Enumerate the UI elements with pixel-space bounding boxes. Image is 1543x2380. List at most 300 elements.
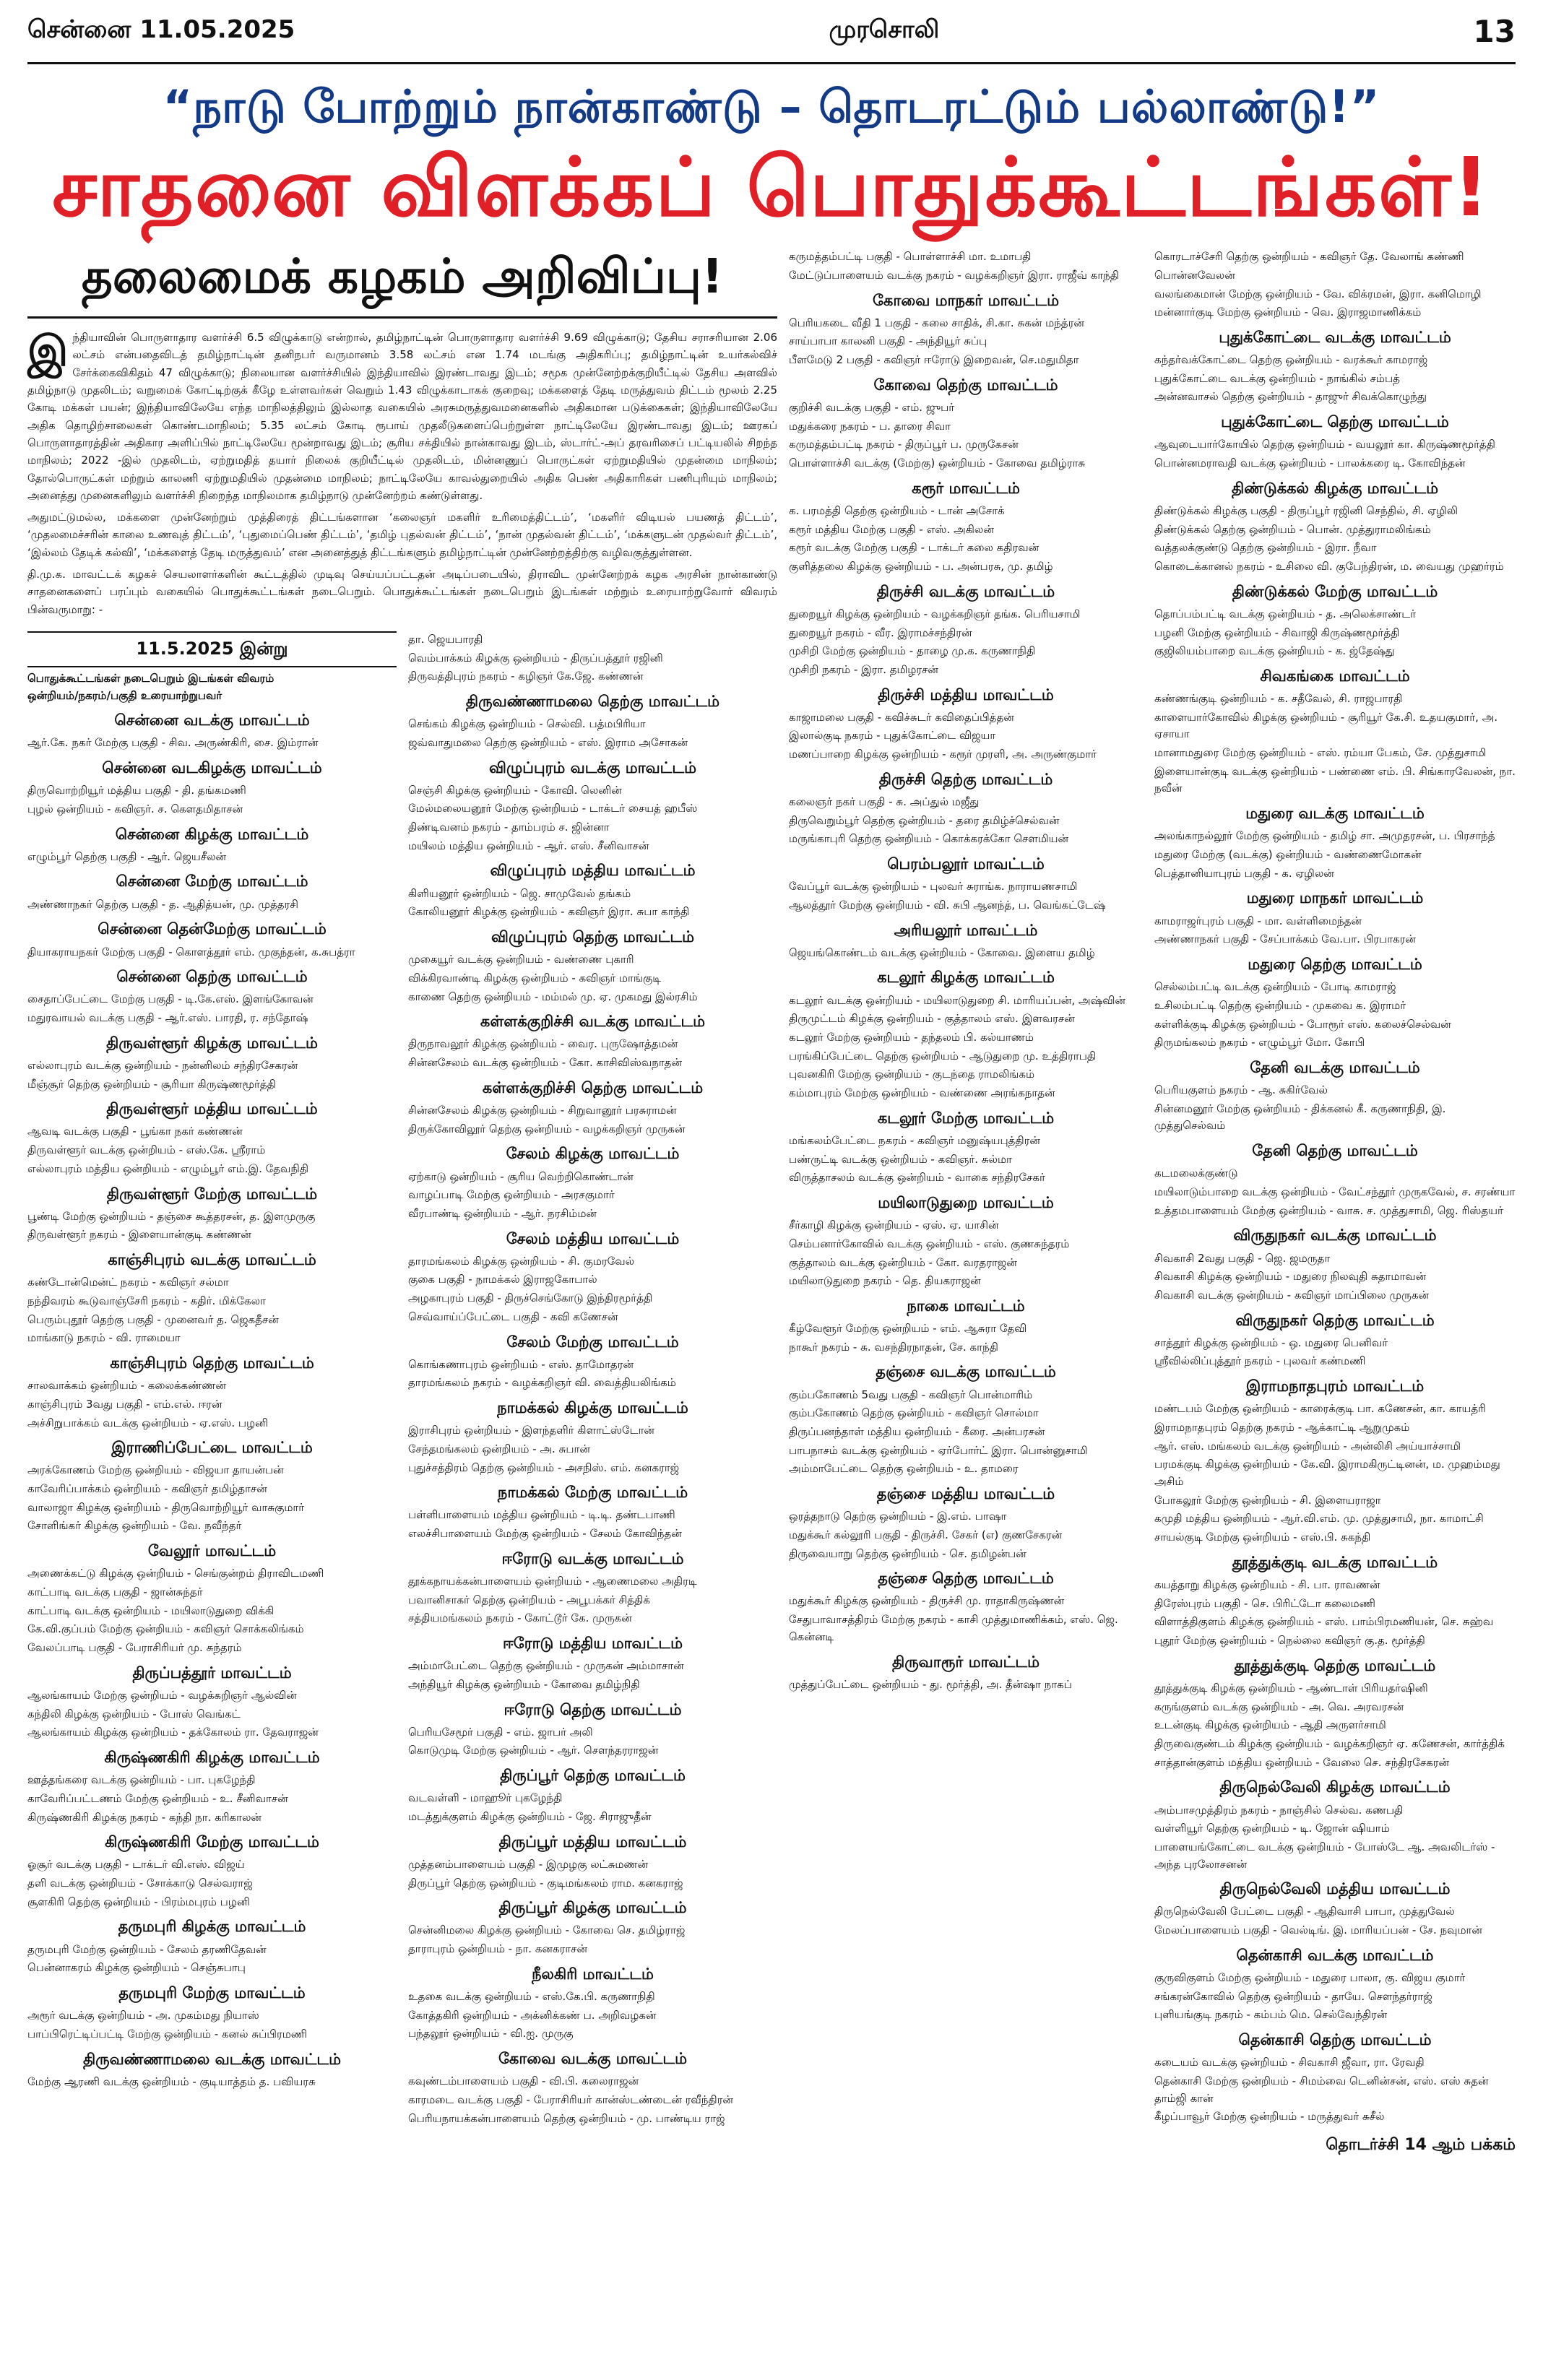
meeting-entry: திண்டுக்கல் தெற்கு ஒன்றியம் - பொன். முத்துராமலிங்கம் bbox=[1154, 522, 1431, 536]
meeting-entry: புழல் ஒன்றியம் - கவிஞர். ச. கௌதமிதாசன் bbox=[27, 802, 243, 815]
meeting-entry: திருவொற்றியூர் மத்திய பகுதி - தி. தங்கமணி bbox=[27, 784, 246, 797]
meeting-entry: வடவள்ளி - மாஹூர் புகழேந்தி bbox=[408, 1791, 563, 1805]
slogan: “நாடு போற்றும் நான்காண்டு – தொடரட்டும் பல்லாண்டு!” bbox=[163, 80, 1380, 133]
meeting-entry: புதுச்சத்திரம் தெற்கு ஒன்றியம் - அசநிஸ். எம். கனகராஜ் bbox=[408, 1461, 680, 1474]
meeting-entry: பரமக்குடி கிழக்கு ஒன்றியம் - கே.வி. இராமகிருட்டினன், ம. முஹம்மது அசிம் bbox=[1154, 1458, 1500, 1489]
meeting-entry: தூத்துக்குடி கிழக்கு ஒன்றியம் - ஆண்டாள் பிரியதர்ஷினி bbox=[1154, 1681, 1428, 1695]
district-heading: திருச்சி தெற்கு மாவட்டம் bbox=[878, 770, 1053, 788]
meeting-entry: கடமலைக்குண்டு bbox=[1154, 1167, 1238, 1180]
meeting-entry: கந்தர்வக்கோட்டை தெற்கு ஒன்றியம் - வரக்கூர் காமராஜ் bbox=[1154, 353, 1428, 367]
meeting-entry: பழனி மேற்கு ஒன்றியம் - சிவாஜி கிருஷ்ணமூர்த்தி bbox=[1154, 626, 1400, 639]
district-heading: நீலகிரி மாவட்டம் bbox=[532, 1965, 654, 1983]
listing-column-4 bbox=[1154, 248, 1516, 2158]
announcement-paragraph: தி.மு.க. மாவட்டக் கழகச் செயலாளர்களின் கூட்டத்தில் முடிவு செய்யப்பட்டதன் அடிப்படையில், திராவிட முன்னேற்றக் கழக அரசின் நான்காண்டு சாதனைகளைப் பரப்பும் வகையில் பொதுக்கூட்டங்கள் நடைபெறும். பொதுக்கூட்டங்கள் நடைபெறும் இடங்கள் மற்றும் உரையாற்றுவோர் விவரம் பின்வருமாறு: - bbox=[27, 568, 777, 616]
meeting-entry: பொன்னவேலன் bbox=[1154, 268, 1235, 282]
meeting-entry: மங்கலம்பேட்டை நகரம் - கவிஞர் மனுஷ்யபுத்திரன் bbox=[789, 1133, 1040, 1147]
meeting-entry: கள்ளிக்குடி கிழக்கு ஒன்றியம் - போரூர் எஸ். கலைச்செல்வன் bbox=[1154, 1017, 1451, 1031]
meeting-entry: மயிலம் மத்திய ஒன்றியம் - ஆர். எஸ். சீனிவாசன் bbox=[408, 839, 649, 852]
lead-section bbox=[27, 248, 777, 2158]
meeting-entry: அண்ணாநகர் பகுதி - சேப்பாக்கம் வே.பா. பிரபாகரன் bbox=[1154, 932, 1416, 946]
meeting-entry: திண்டுக்கல் கிழக்கு பகுதி - திருப்பூர் ரஜினி செந்தில், சி. ஏழிலி bbox=[1154, 503, 1458, 517]
meeting-entry: சேதுபாவாசத்திரம் மேற்கு நகரம் - காசி முத்துமாணிக்கம், எஸ். ஜெ. கென்னடி bbox=[789, 1613, 1118, 1643]
district-heading: திருவள்ளூர் மத்திய மாவட்டம் bbox=[106, 1100, 318, 1118]
district-heading: தேனி தெற்கு மாவட்டம் bbox=[1252, 1142, 1418, 1160]
meeting-entry: ஒரத்தநாடு தெற்கு ஒன்றியம் - இ.எம். பாஷா bbox=[789, 1510, 1007, 1523]
meeting-entry: புளியங்குடி நகரம் - கம்பம் மெ. செல்வேந்திரன் bbox=[1154, 2008, 1388, 2022]
district-heading: ஈரோடு தெற்கு மாவட்டம் bbox=[503, 1700, 682, 1718]
district-heading: விருதுநகர் தெற்கு மாவட்டம் bbox=[1235, 1311, 1435, 1329]
meeting-entry: அலங்காநல்லூர் மேற்கு ஒன்றியம் - தமிழ் சா. அமுதரசன், ப. பிரசாந்த் bbox=[1154, 829, 1495, 843]
district-heading: மதுரை தெற்கு மாவட்டம் bbox=[1248, 955, 1422, 973]
meeting-entry: ஆவுடையார்கோயில் தெற்கு ஒன்றியம் - வயலூர் கா. கிருஷ்ணமூர்த்தி bbox=[1154, 438, 1495, 451]
meeting-entry: ஆர்.கே. நகர் மேற்கு பகுதி - சிவ. அருண்கிரி, சை. இம்ரான் bbox=[27, 736, 319, 750]
meeting-entry: திருப்பனந்தாள் மத்திய ஒன்றியம் - கீரை. அன்பரசன் bbox=[789, 1424, 1045, 1438]
meeting-entry: ஆர். எஸ். மங்கலம் வடக்கு ஒன்றியம் - அன்லிசி அய்யாச்சாமி bbox=[1154, 1439, 1461, 1453]
district-heading: காஞ்சிபுரம் தெற்கு மாவட்டம் bbox=[110, 1354, 314, 1372]
meeting-entry: வத்தலக்குண்டு தெற்கு ஒன்றியம் - இரா. நீவா bbox=[1154, 541, 1377, 555]
district-heading: நாமக்கல் கிழக்கு மாவட்டம் bbox=[497, 1399, 688, 1417]
meeting-entry: பாப்பிரெட்டிப்பட்டி மேற்கு ஒன்றியம் - கனல் சுப்பிரமணி bbox=[27, 2027, 308, 2041]
district-heading: ஈரோடு வடக்கு மாவட்டம் bbox=[501, 1549, 684, 1567]
content-columns bbox=[27, 248, 1516, 2158]
meeting-entry: கீழப்பாவூர் மேற்கு ஒன்றியம் - மருத்துவர் சுசீல் bbox=[1154, 2110, 1385, 2124]
district-heading: அரியலூர் மாவட்டம் bbox=[894, 921, 1038, 939]
meeting-entry: வெம்பாக்கம் கிழக்கு ஒன்றியம் - திருப்பத்தூர் ரஜினி bbox=[408, 651, 663, 665]
district-heading: இராணிப்பேட்டை மாவட்டம் bbox=[111, 1439, 313, 1457]
listing-column-1 bbox=[27, 631, 397, 2129]
district-heading: திண்டுக்கல் கிழக்கு மாவட்டம் bbox=[1232, 479, 1438, 497]
meeting-entry: கம்மாபுரம் மேற்கு ஒன்றியம் - வண்ணை அரங்கநாதன் bbox=[789, 1086, 1055, 1100]
district-heading: கோவை தெற்கு மாவட்டம் bbox=[873, 376, 1058, 394]
meeting-entry: மாங்காடு நகரம் - வி. ராமையா bbox=[27, 1331, 181, 1345]
district-heading: விழுப்புரம் தெற்கு மாவட்டம் bbox=[490, 928, 695, 946]
meeting-entry: பரங்கிப்பேட்டை தெற்கு ஒன்றியம் - ஆடுதுறை மு. உத்திராபதி bbox=[789, 1049, 1097, 1063]
meeting-entry: இளையான்குடி வடக்கு ஒன்றியம் - பண்ணை எம். பி. சிங்காரவேலன், நா. நவீன் bbox=[1154, 764, 1516, 795]
meeting-entry: வேலப்பாடி பகுதி - பேராசிரியர் மு. சுந்தரம் bbox=[27, 1641, 242, 1655]
meeting-entry: மதுக்கூர் கிழக்கு ஒன்றியம் - திருச்சி மு. ராதாகிருஷ்ணன் bbox=[789, 1594, 1065, 1608]
meeting-entry: பெரியகடை வீதி 1 பகுதி - கலை சாதிக், சி.கா. சுகன் மந்த்ரன் bbox=[789, 316, 1084, 329]
meeting-entry: சிவகாசி வடக்கு ஒன்றியம் - கவிஞர் மாப்பிலை முருகன் bbox=[1154, 1288, 1430, 1302]
meeting-entry: கரூர் மத்திய மேற்கு பகுதி - எஸ். அகிலன் bbox=[789, 522, 994, 536]
meeting-entry: மதுரை மேற்கு (வடக்கு) ஒன்றியம் - வண்ணைமோகன் bbox=[1154, 848, 1422, 862]
meeting-entry: அச்சிறுபாக்கம் வடக்கு ஒன்றியம் - ஏ.எஸ். பழனி bbox=[27, 1416, 269, 1429]
district-list bbox=[408, 631, 777, 2127]
meeting-entry: ஜவ்வாதுமலை தெற்கு ஒன்றியம் - எஸ். இராம அசோகன் bbox=[408, 735, 688, 749]
district-heading: பெரம்பலூர் மாவட்டம் bbox=[887, 855, 1045, 873]
meeting-entry: உதகை வடக்கு ஒன்றியம் - எஸ்.கே.பி. கருணாநிதி bbox=[408, 1989, 655, 2003]
meeting-entry: திருமுட்டம் கிழக்கு ஒன்றியம் - குத்தாலம் எஸ். இளவரசன் bbox=[789, 1012, 1075, 1026]
today-heading: 11.5.2025 இன்று bbox=[27, 631, 397, 667]
district-heading: விழுப்புரம் வடக்கு மாவட்டம் bbox=[488, 758, 697, 776]
meeting-entry: கோத்தகிரி ஒன்றியம் - அக்னிக்கண் ப. அறிவழகன் bbox=[408, 2008, 657, 2022]
meeting-entry: முத்தனம்பாளையம் பகுதி - இமுழகு லட்சுமணன் bbox=[408, 1857, 649, 1871]
meeting-entry: சூளகிரி தெற்கு ஒன்றியம் - பிரம்மபுரம் பழனி bbox=[27, 1895, 250, 1908]
meeting-entry: சாலவாக்கம் ஒன்றியம் - கலைக்கண்ணன் bbox=[27, 1379, 226, 1393]
district-heading: மதுரை மாநகர் மாவட்டம் bbox=[1246, 889, 1424, 907]
meeting-entry: சேந்தமங்கலம் ஒன்றியம் - அ. சுபான் bbox=[408, 1442, 590, 1455]
district-heading: தேனி வடக்கு மாவட்டம் bbox=[1250, 1058, 1420, 1076]
district-heading: சென்னை வடக்கு மாவட்டம் bbox=[114, 711, 310, 730]
district-heading: சென்னை கிழக்கு மாவட்டம் bbox=[115, 825, 309, 843]
meeting-entry: செவ்வாய்ப்பேட்டை பகுதி - கவி கணேசன் bbox=[408, 1310, 618, 1323]
page-number: 13 bbox=[1473, 13, 1516, 49]
meeting-entry: திருமங்கலம் நகரம் - எழும்பூர் மோ. கோபி bbox=[1154, 1036, 1365, 1050]
meeting-entry: காட்பாடி வடக்கு பகுதி - ஜான்சுந்தர் bbox=[27, 1585, 203, 1599]
meeting-entry: பவானிசாகர் தெற்கு ஒன்றியம் - அபூபக்கர் சித்திக் bbox=[408, 1593, 650, 1606]
meeting-entry: துறையூர் கிழக்கு ஒன்றியம் - வழக்கறிஞர் தங்க. பெரியசாமி bbox=[789, 607, 1081, 620]
meeting-entry: முசிறி மேற்கு ஒன்றியம் - தாழை மு.க. கருணாநிதி bbox=[789, 644, 1036, 658]
meeting-entry: மன்னார்குடி மேற்கு ஒன்றியம் - வெ. இராஜமாணிக்கம் bbox=[1154, 306, 1422, 319]
meeting-entry: திருப்பூர் தெற்கு ஒன்றியம் - குடிமங்கலம் ராம. கனகராஜ் bbox=[408, 1876, 683, 1890]
district-heading: சென்னை மேற்கு மாவட்டம் bbox=[116, 873, 308, 891]
meeting-entry: கொங்கணாபுரம் ஒன்றியம் - எஸ். தாமோதரன் bbox=[408, 1357, 634, 1371]
district-heading: கள்ளக்குறிச்சி தெற்கு மாவட்டம் bbox=[482, 1078, 704, 1096]
district-heading: தஞ்சை தெற்கு மாவட்டம் bbox=[878, 1570, 1054, 1588]
meeting-entry: திருநாவலூர் கிழக்கு ஒன்றியம் - வைர. புருஷோத்தமன் bbox=[408, 1037, 678, 1051]
meeting-entry: கொடைக்கானல் நகரம் - உசிலை வி. குபேந்திரன், ம. வையது முஹர்ரம் bbox=[1154, 559, 1504, 573]
meeting-entry: அணைக்கட்டு கிழக்கு ஒன்றியம் - செங்குன்றம் திராவிடமணி bbox=[27, 1567, 324, 1580]
announcement-body bbox=[27, 326, 777, 618]
district-heading: சேலம் மத்திய மாவட்டம் bbox=[506, 1229, 680, 1247]
meeting-entry: காணை தெற்கு ஒன்றியம் - மம்மல் மு. ஏ. முகமது இல்ரசிம் bbox=[408, 990, 698, 1003]
district-heading: திருப்பூர் தெற்கு மாவட்டம் bbox=[500, 1767, 686, 1785]
meeting-entry: சென்னிமலை கிழக்கு ஒன்றியம் - கோவை செ. தமிழ்ராஜ் bbox=[408, 1924, 686, 1937]
meeting-entry: திருவெறும்பூர் தெற்கு ஒன்றியம் - தரை தமிழ்ச்செல்வன் bbox=[789, 813, 1060, 827]
district-heading: கிருஷ்ணகிரி கிழக்கு மாவட்டம் bbox=[104, 1749, 320, 1766]
meeting-entry: காட்பாடி வடக்கு ஒன்றியம் - மயிலாடுதுறை விக்கி bbox=[27, 1604, 275, 1617]
meeting-entry: சின்னசேலம் வடக்கு ஒன்றியம் - கோ. காசிவிஸ்வநாதன் bbox=[408, 1056, 682, 1070]
district-heading: திருவள்ளூர் கிழக்கு மாவட்டம் bbox=[106, 1034, 318, 1052]
district-list bbox=[1154, 248, 1516, 2126]
meeting-entry: காஜாமலை பகுதி - கவிச்சுடர் கவிதைப்பித்தன் bbox=[789, 710, 1014, 724]
meeting-entry: புதூர் மேற்கு ஒன்றியம் - நெல்லை கவிஞர் கு.த. மூர்த்தி bbox=[1154, 1634, 1425, 1648]
meeting-entry: திருவத்திபுரம் நகரம் - கழிஞர் கே.ஜே. கண்ணன் bbox=[408, 670, 644, 683]
issue-date: சென்னை 11.05.2025 bbox=[27, 15, 295, 44]
meeting-entry: கமுதி மத்திய ஒன்றியம் - ஆர்.வி.எம். மு. முத்துசாமி, நா. காமாட்சி bbox=[1154, 1512, 1484, 1526]
meeting-entry: சாத்தான்குளம் மத்திய ஒன்றியம் - வேலை செ. சந்திரசேகரன் bbox=[1154, 1755, 1450, 1769]
district-heading: காஞ்சிபுரம் வடக்கு மாவட்டம் bbox=[108, 1251, 316, 1269]
meeting-entry: ஆவடி வடக்கு பகுதி - பூங்கா நகர் கண்ணன் bbox=[27, 1125, 243, 1138]
meeting-entry: திருவையாறு தெற்கு ஒன்றியம் - செ. தமிழன்பன் bbox=[789, 1546, 1026, 1560]
meeting-entry: எல்லாபுரம் வடக்கு ஒன்றியம் - நன்னிலம் சந்திரசேகரன் bbox=[27, 1058, 298, 1072]
district-heading: வேலூர் மாவட்டம் bbox=[147, 1542, 277, 1560]
district-heading: திருச்சி வடக்கு மாவட்டம் bbox=[876, 582, 1055, 600]
meeting-entry: குகை பகுதி - நாமக்கல் இராஜகோபால் bbox=[408, 1273, 597, 1286]
meeting-entry: சைதாப்பேட்டை மேற்கு பகுதி - டி.கே.எஸ். இளங்கோவன் bbox=[27, 992, 314, 1006]
meeting-entry: கடையம் வடக்கு ஒன்றியம் - சிவகாசி ஜீவா, ரா. ரேவதி bbox=[1154, 2056, 1425, 2069]
district-heading: திண்டுக்கல் மேற்கு மாவட்டம் bbox=[1232, 582, 1438, 600]
meeting-entry: உசிலம்பட்டி தெற்கு ஒன்றியம் - முகவை க. இராமர் bbox=[1154, 998, 1406, 1012]
meeting-entry: பாளையங்கோட்டை வடக்கு ஒன்றியம் - போஸ்டே ஆ. அவலிடர்ஸ் - அந்த புரலோசனன் bbox=[1154, 1840, 1495, 1871]
meeting-entry: அம்மாபேட்டை தெற்கு ஒன்றியம் - முருகன் அம்மாசான் bbox=[408, 1659, 684, 1673]
meeting-entry: வலங்கைமான் மேற்கு ஒன்றியம் - வே. விக்ரமன், இரா. கனிமொழி bbox=[1154, 287, 1482, 300]
meeting-entry: கீழ்வேளூர் மேற்கு ஒன்றியம் - எம். ஆசுரா தேவி bbox=[789, 1322, 1027, 1336]
district-heading: நாமக்கல் மேற்கு மாவட்டம் bbox=[497, 1484, 688, 1502]
meeting-entry: தளி வடக்கு ஒன்றியம் - சோக்காடு செல்வராஜ் bbox=[27, 1877, 253, 1890]
meeting-entry: பெரியகுளம் நகரம் - ஆ. சுகிர்வேல் bbox=[1154, 1083, 1328, 1097]
listing-column-3 bbox=[789, 248, 1143, 2158]
district-heading: புதுக்கோட்டை தெற்கு மாவட்டம் bbox=[1221, 413, 1449, 431]
meeting-entry: பீளமேடு 2 பகுதி - கவிஞர் ஈரோடு இறைவன், செ.மதுமிதா bbox=[789, 353, 1079, 367]
meeting-entry: திருக்கோவிலூர் தெற்கு ஒன்றியம் - வழக்கறிஞர் முருகன் bbox=[408, 1122, 686, 1135]
district-heading: சென்னை தென்மேற்கு மாவட்டம் bbox=[98, 920, 327, 938]
meeting-entry: சங்கரன்கோவில் தெற்கு ஒன்றியம் - தாயே. சௌந்தர்ராஜ் bbox=[1154, 1989, 1432, 2003]
meeting-entry: அன்னவாசல் தெற்கு ஒன்றியம் - தாஜுர் சிவக்கொழுந்து bbox=[1154, 390, 1427, 404]
meeting-entry: மேலப்பாளையம் பகுதி - வெல்டிங். இ. மாரியப்பன் - சே. நவுமான் bbox=[1154, 1924, 1482, 1937]
meeting-entry: மதுக்கூர் கல்லூரி பகுதி - திருச்சி. சேகர் (எ) குணசேகரன் bbox=[789, 1528, 1063, 1541]
meeting-entry: குத்தாலம் வடக்கு ஒன்றியம் - கோ. வரதராஜன் bbox=[789, 1255, 1017, 1269]
district-heading: தென்காசி தெற்கு மாவட்டம் bbox=[1238, 2031, 1432, 2049]
meeting-entry: பந்தலூர் ஒன்றியம் - வி.ஐ. முருகு bbox=[408, 2027, 574, 2041]
meeting-entry: அரூர் வடக்கு ஒன்றியம் - அ. முகம்மது நியாஸ் bbox=[27, 2009, 259, 2022]
meeting-entry: ஏற்காடு ஒன்றியம் - சூரிய வெற்றிகொண்டான் bbox=[408, 1169, 634, 1183]
meeting-entry: பெரியசேமூர் பகுதி - எம். ஜாபர் அலி bbox=[408, 1725, 593, 1739]
meeting-entry: தொப்பம்பட்டி வடக்கு ஒன்றியம் - த. அலெக்சாண்டர் bbox=[1154, 607, 1416, 620]
district-heading: விருதுநகர் வடக்கு மாவட்டம் bbox=[1233, 1226, 1437, 1245]
meeting-entry: கயத்தாறு கிழக்கு ஒன்றியம் - சி. பா. ராவணன் bbox=[1154, 1578, 1380, 1591]
meeting-entry: ஜெயங்கொண்டம் வடக்கு ஒன்றியம் - கோவை. இளைய தமிழ் bbox=[789, 945, 1095, 959]
meeting-entry: முகையூர் வடக்கு ஒன்றியம் - வண்ணை புகாரி bbox=[408, 953, 634, 966]
meeting-entry: கண்ணங்குடி ஒன்றியம் - க. சதீவேல், சி. ராஜபாரதி bbox=[1154, 692, 1403, 706]
meeting-entry: சின்னசேலம் கிழக்கு ஒன்றியம் - சிறுவானூர் பரசுராமன் bbox=[408, 1103, 677, 1117]
listing-columns bbox=[27, 631, 777, 2129]
meeting-entry: பென்னாகரம் கிழக்கு ஒன்றியம் - செஞ்சுபாபு bbox=[27, 1961, 246, 1975]
meeting-entry: பூண்டி மேற்கு ஒன்றியம் - தஞ்சை கூத்தரசன், த. இளமுருகு bbox=[27, 1209, 316, 1223]
district-list bbox=[789, 248, 1143, 1693]
district-heading: திருநெல்வேலி மத்திய மாவட்டம் bbox=[1219, 1880, 1451, 1898]
meeting-entry: வேப்பூர் வடக்கு ஒன்றியம் - புலவர் சுராங்க. நாராயணசாமி bbox=[789, 880, 1078, 893]
district-heading: திருநெல்வேலி கிழக்கு மாவட்டம் bbox=[1219, 1778, 1451, 1796]
meeting-entry: கடலூர் மேற்கு ஒன்றியம் - தந்தலம் பி. கல்யாணம் bbox=[789, 1030, 1034, 1044]
meeting-entry: மேற்கு ஆரணி வடக்கு ஒன்றியம் - குடியாத்தம் த. பவியரசு bbox=[27, 2074, 316, 2088]
meeting-entry: ஓசூர் வடக்கு பகுதி - டாக்டர் வி.எஸ். விஜய் bbox=[27, 1858, 245, 1871]
meeting-entry: தருமபுரி மேற்கு ஒன்றியம் - சேலம் தரணிதேவன் bbox=[27, 1942, 267, 1956]
district-heading: நாகை மாவட்டம் bbox=[907, 1297, 1025, 1315]
meeting-entry: கும்பகோணம் 5வது பகுதி - கவிஞர் பொன்மாரிம் bbox=[789, 1388, 1033, 1401]
meeting-entry: குறிச்சி வடக்கு பகுதி - எம். ஜுபர் bbox=[789, 400, 955, 414]
meeting-entry: சீர்காழி கிழக்கு ஒன்றியம் - ஏஸ். ஏ. யாசின் bbox=[789, 1219, 999, 1232]
meeting-entry: விளாத்திகுளம் கிழக்கு ஒன்றியம் - எஸ். பாம்பிரமணியன், செ. சுஹ்வ bbox=[1154, 1615, 1494, 1629]
meeting-entry: பாபநாசம் வடக்கு ஒன்றியம் - ஏர்போர்ட் இரா. பொன்னுசாமி bbox=[789, 1443, 1088, 1457]
meeting-entry: குஜிலியம்பாறை வடக்கு ஒன்றியம் - க. ஜ்தேஷ்து bbox=[1154, 644, 1395, 658]
meeting-entry: ஊத்தங்கரை வடக்கு ஒன்றியம் - பா. புகழேந்தி bbox=[27, 1773, 256, 1787]
meeting-entry: கருமத்தம்பட்டி பகுதி - பொள்ளாச்சி மா. உமாபதி bbox=[789, 250, 1032, 264]
table-header: பொதுக்கூட்டங்கள் நடைபெறும் இடங்கள் விவரம் ஒன்றியம்/நகரம்/பகுதி உரையாற்றுபவர் bbox=[27, 671, 275, 702]
district-heading: இராமநாதபுரம் மாவட்டம் bbox=[1245, 1377, 1425, 1395]
district-heading: திருப்பத்தூர் மாவட்டம் bbox=[132, 1663, 292, 1682]
district-heading: தூத்துக்குடி வடக்கு மாவட்டம் bbox=[1232, 1553, 1438, 1571]
meeting-entry: காவேரிப்பாக்கம் ஒன்றியம் - கவிஞர் தமிழ்தாசன் bbox=[27, 1482, 267, 1496]
meeting-entry: கந்திலி கிழக்கு ஒன்றியம் - போஸ் வெங்கட் bbox=[27, 1707, 241, 1721]
meeting-entry: தாரமங்கலம் கிழக்கு ஒன்றியம் - சி. குமரவேல் bbox=[408, 1254, 635, 1268]
district-heading: விழுப்புரம் மத்திய மாவட்டம் bbox=[490, 862, 696, 880]
meeting-entry: வீரபாண்டி ஒன்றியம் - ஆர். நரசிம்மன் bbox=[408, 1206, 597, 1220]
meeting-entry: துறையூர் நகரம் - வீர. இராமச்சந்திரன் bbox=[789, 626, 972, 639]
meeting-entry: கும்பகோணம் தெற்கு ஒன்றியம் - கவிஞர் சொல்மா bbox=[789, 1406, 1039, 1420]
meeting-entry: மேல்மலையனூர் மேற்கு ஒன்றியம் - டாக்டர் சையத் ஹபீஸ் bbox=[408, 802, 698, 815]
meeting-entry: இலால்குடி நகரம் - புதுக்கோட்டை விஜயா bbox=[789, 729, 996, 743]
meeting-entry: மண்டபம் மேற்கு ஒன்றியம் - காரைக்குடி பா. கணேசன், கா. காயத்ரி bbox=[1154, 1402, 1486, 1416]
meeting-entry: இராசிபுரம் ஒன்றியம் - இளந்தளிர் கிளாட்ஸ்டோன் bbox=[408, 1424, 654, 1437]
meeting-entry: கடலூர் வடக்கு ஒன்றியம் - மயிலாடுதுறை சி. மாரியப்பன், அஷ்வின் bbox=[789, 993, 1125, 1007]
district-heading: தூத்துக்குடி தெற்கு மாவட்டம் bbox=[1234, 1656, 1436, 1674]
district-heading: தஞ்சை மத்திய மாவட்டம் bbox=[876, 1485, 1055, 1503]
meeting-entry: சிவகாசி 2வது பகுதி - ஜெ. ஜமருதா bbox=[1154, 1251, 1331, 1265]
district-heading: திருவாரூர் மாவட்டம் bbox=[891, 1653, 1040, 1671]
meeting-entry: எல்லாபுரம் மத்திய ஒன்றியம் - எழும்பூர் எம்.இ. தேவநிதி bbox=[27, 1161, 309, 1175]
meeting-entry: உடன்குடி கிழக்கு ஒன்றியம் - ஆதி அருளர்சாமி bbox=[1154, 1718, 1386, 1732]
meeting-entry: செம்பனார்கோவில் வடக்கு ஒன்றியம் - எஸ். குணசுந்தரம் bbox=[789, 1237, 1070, 1250]
meeting-entry: பொள்ளாச்சி வடக்கு (மேற்கு) ஒன்றியம் - கோவை தமிழ்ராசு bbox=[789, 456, 1086, 470]
meeting-entry: திரேஸ்புரம் பகுதி - செ. பிரிட்டோ கலைமணி bbox=[1154, 1596, 1375, 1610]
district-heading: கள்ளக்குறிச்சி வடக்கு மாவட்டம் bbox=[480, 1013, 706, 1031]
district-heading: தருமபுரி கிழக்கு மாவட்டம் bbox=[118, 1918, 306, 1936]
masthead bbox=[27, 0, 1516, 64]
meeting-entry: திருவைகுண்டம் கிழக்கு ஒன்றியம் - வழக்கறிஞர் ஏ. கணேசன், கார்த்திக் bbox=[1154, 1736, 1505, 1750]
meeting-entry: தாராபுரம் ஒன்றியம் - நா. கனகராசன் bbox=[408, 1942, 588, 1956]
meeting-entry: மணப்பாறை கிழக்கு ஒன்றியம் - கரூர் முரளி, அ. அருண்குமார் bbox=[789, 748, 1097, 761]
paper-name: முரசொலி bbox=[829, 15, 940, 44]
meeting-entry: கிளியனூர் ஒன்றியம் - ஜெ. சாமுவேல் தங்கம் bbox=[408, 886, 631, 900]
meeting-entry: கலைஞர் நகர் பகுதி - சு. அப்துல் மஜீது bbox=[789, 795, 980, 808]
district-heading: கடலூர் கிழக்கு மாவட்டம் bbox=[877, 969, 1055, 987]
district-heading: கடலூர் மேற்கு மாவட்டம் bbox=[877, 1109, 1055, 1127]
meeting-entry: கண்டோன்மென்ட் நகரம் - கவிஞர் சல்மா bbox=[27, 1276, 229, 1289]
meeting-entry: மயிலாடுதுறை நகரம் - தெ. தியகராஜன் bbox=[789, 1274, 981, 1288]
meeting-entry: காஞ்சிபுரம் 3வது பகுதி - எம்.எல். ஈரன் bbox=[27, 1397, 222, 1411]
meeting-entry: திண்டிவனம் நகரம் - தாம்பரம் ச. ஜின்னா bbox=[408, 821, 610, 834]
meeting-entry: அம்பாசமுத்திரம் நகரம் - நாஞ்சில் செல்வ. கணபதி bbox=[1154, 1803, 1404, 1817]
meeting-entry: எலச்சிபாளையம் மேற்கு ஒன்றியம் - சேலம் கோவிந்தன் bbox=[408, 1527, 682, 1541]
meeting-entry: பெரும்புதூர் தெற்கு பகுதி - முனைவர் த. ஜெகதீசன் bbox=[27, 1312, 279, 1326]
district-heading: திருவண்ணாமலை தெற்கு மாவட்டம் bbox=[465, 693, 720, 710]
district-heading: திருப்பூர் கிழக்கு மாவட்டம் bbox=[498, 1899, 687, 1917]
meeting-entry: சிவகாசி கிழக்கு ஒன்றியம் - மதுரை நிலவுதி சுதாமாவன் bbox=[1154, 1270, 1427, 1284]
meeting-entry: புதுக்கோட்டை வடக்கு ஒன்றியம் - நாங்கில் சம்பத் bbox=[1154, 371, 1400, 385]
meeting-entry: காளையார்கோவில் கிழக்கு ஒன்றியம் - சூரியூர் கே.சி. உதயகுமார், அ. ஏசாயா bbox=[1154, 710, 1498, 741]
meeting-entry: மேட்டுப்பாளையம் வடக்கு நகரம் - வழக்கறிஞர் இரா. ராஜீவ் காந்தி bbox=[789, 268, 1120, 282]
meeting-entry: சாத்தூர் கிழக்கு ஒன்றியம் - ஒ. மதுரை பெனிவர் bbox=[1154, 1336, 1388, 1349]
meeting-entry: வாழப்பாடி மேற்கு ஒன்றியம் - அரசகுமார் bbox=[408, 1188, 615, 1202]
meeting-entry: கே.வி.குப்பம் மேற்கு ஒன்றியம் - கவிஞர் சொக்கலிங்கம் bbox=[27, 1622, 304, 1636]
district-heading: கிருஷ்ணகிரி மேற்கு மாவட்டம் bbox=[105, 1833, 319, 1851]
meeting-entry: பள்ளிபாளையம் மத்திய ஒன்றியம் - டி.டி. தண்டபாணி bbox=[408, 1508, 675, 1522]
meeting-entry: சாய்பாபா காலனி பகுதி - அந்தியூர் சுப்பு bbox=[789, 334, 987, 348]
announcement-title: தலைமைக் கழகம் அறிவிப்பு! bbox=[27, 248, 777, 319]
meeting-entry: சத்தியமங்கலம் நகரம் - கோட்டூர் கே. முருகன் bbox=[408, 1611, 632, 1625]
meeting-entry: திருநெல்வேலி பேட்டை பகுதி - ஆதிவாசி பாபா, முத்துவேல் bbox=[1154, 1905, 1455, 1918]
meeting-entry: பெத்தானியாபுரம் பகுதி - க. ஏழிலன் bbox=[1154, 866, 1334, 880]
meeting-entry: செஞ்சி கிழக்கு ஒன்றியம் - கோவி. லெனின் bbox=[408, 783, 622, 797]
listing-column-2 bbox=[408, 631, 777, 2129]
meeting-entry: குருவிகுளம் மேற்கு ஒன்றியம் - மதுரை பாலா, கு. விஜய குமார் bbox=[1154, 1970, 1466, 1984]
district-heading: கோவை வடக்கு மாவட்டம் bbox=[498, 2050, 687, 2068]
meeting-entry: நந்திவரம் கூடுவாஞ்சேரி நகரம் - கதிர். மிக்கேலா bbox=[27, 1294, 266, 1307]
meeting-entry: இராமநாதபுரம் தெற்கு நகரம் - ஆக்காட்டி ஆறுமுகம் bbox=[1154, 1420, 1410, 1434]
district-heading: சேலம் மேற்கு மாவட்டம் bbox=[506, 1333, 679, 1351]
meeting-entry: காவேரிப்பட்டணம் மேற்கு ஒன்றியம் - உ. சீனிவாசன் bbox=[27, 1791, 288, 1805]
meeting-entry: ஆலத்தூர் மேற்கு ஒன்றியம் - வி. சுபி ஆனந்த், ப. வெங்கட்டேஷ் bbox=[789, 898, 1106, 912]
district-heading: கோவை மாநகர் மாவட்டம் bbox=[873, 291, 1059, 309]
meeting-entry: விக்கிரவாண்டி கிழக்கு ஒன்றியம் - கவிஞர் மாங்குடி bbox=[408, 971, 662, 985]
announcement-paragraph: இந்தியாவின் பொருளாதார வளர்ச்சி 6.5 விழுக்காடு என்றால், தமிழ்நாட்டின் பொருளாதார வளர்ச்சி 9.69 விழுக்காடு; தேசிய சராசரியான 2.06 லட்சம் என்பதைவிடத் தமிழ்நாட்டின் தனிநபர் வருமானம் 3.58 லட்சம் என 1.74 மடங்கு அதிகரிப்பு; தமிழ்நாட்டின் உயர்கல்விச் சேர்க்கைவிகிதம் 47 விழுக்காடு; நிலையான வளர்ச்சியில் இந்தியாவில் இரண்டாவது இடம்; சமூக முன்னேற்றக்குறியீட்டில் தேசிய அளவில் தமிழ்நாடு முதலிடம்; வறுமைக் கோட்டிற்குக் கீழே உள்ளவர்கள் வெறும் 1.43 விழுக்காடாகக் குறைவு; மக்களைத் தேடி மருத்துவம் திட்டம் மூலம் 2.25 கோடி மக்கள் பயன்; இந்தியாவிலேயே எந்த மாநிலத்திலும் இல்லாத வகையில் அரசுமருத்துவமனைகளில் அதிகமான படுக்கைகள்; இந்தியாவிலேயே அதிக தொழிற்சாலைகள் கொண்டமாநிலம்; 5.35 லட்சம் கோடி ரூபாய் முதலீடுகளைப்பெற்றுள்ள நாட்டிலேயே இரண்டாவது இடம்; ஊரகப் பொருளாதாரத்தின் அதிகார அளிப்பில் நாட்டிலேயே மூன்றாவது இடம்; சூரிய சக்தியில் நான்காவது இடம், ஸ்டார்ட்-அப் தரவரிசைப் பட்டியலில் சிறந்த மாநிலம்; 2022 -இல் முதலிடம், ஏற்றுமதித் தயார் நிலைக் குறியீட்டில் முதலிடம், மின்னணுப் பொருட்கள் ஏற்றுமதியில் முதன்மை மாநிலம்; தோல்பொருட்கள் மற்றும் காலணி ஏற்றுமதியில் முதன்மை மாநிலம்; நாட்டிலேயே காவல்துறையில் அதிக பெண் அதிகாரிகள் பணிபுரியும் மாநிலம்; அனைத்து முனைகளிலும் வளர்ச்சி நிறைந்த மாநிலமாக தமிழ்நாடு முன்னேற்றம் கண்டுள்ளது. bbox=[27, 326, 777, 502]
meeting-entry: மானாமதுரை மேற்கு ஒன்றியம் - எஸ். ரம்யா பேகம், சே. முத்துசாமி bbox=[1154, 746, 1487, 760]
meeting-entry: திருவள்ளூர் நகரம் - இளையான்குடி கண்ணன் bbox=[27, 1228, 251, 1242]
meeting-entry: வாலாஜா கிழக்கு ஒன்றியம் - திருவொற்றியூர் வாசுகுமார் bbox=[27, 1500, 305, 1514]
meeting-entry: கரூர் வடக்கு மேற்கு பகுதி - டாக்டர் கலை கதிரவன் bbox=[789, 541, 1040, 555]
meeting-entry: உத்தமபாளையம் மேற்கு ஒன்றியம் - வாசு. ச. முத்துசாமி, ஜெ. ரிஸ்தயர் bbox=[1154, 1203, 1503, 1217]
meeting-entry: செல்லம்பட்டி வடக்கு ஒன்றியம் - போடி காமராஜ் bbox=[1154, 980, 1396, 994]
meeting-entry: கொடுமுடி மேற்கு ஒன்றியம் - ஆர். சௌந்தரராஜன் bbox=[408, 1744, 659, 1757]
meeting-entry: ஸ்ரீவில்லிப்புத்தூர் நகரம் - புலவர் கண்மணி bbox=[1154, 1354, 1366, 1368]
meeting-entry: அந்தியூர் கிழக்கு ஒன்றியம் - கோவை தமிழ்நிதி bbox=[408, 1677, 640, 1691]
meeting-entry: ஆலங்காயம் கிழக்கு ஒன்றியம் - தக்கோலம் ரா. தேவராஜன் bbox=[27, 1726, 319, 1739]
meeting-entry: பெரியநாயக்கன்பாளையம் தெற்கு ஒன்றியம் - மு. பாண்டிய ராஜ் bbox=[408, 2111, 725, 2125]
meeting-entry: தியாகராயநகர் மேற்கு பகுதி - கொளத்தூர் எம். முகுந்தன், க.சுபத்ரா bbox=[27, 945, 355, 959]
meeting-entry: ஆலங்காயம் மேற்கு ஒன்றியம் - வழக்கறிஞர் ஆல்வின் bbox=[27, 1688, 297, 1702]
meeting-entry: அரக்கோணம் மேற்கு ஒன்றியம் - விஜயா தாயன்பன் bbox=[27, 1463, 284, 1477]
meeting-entry: நாகூர் நகரம் - சு. வசந்திரநாதன், சே. காந்தி bbox=[789, 1340, 998, 1354]
district-heading: ஈரோடு மத்திய மாவட்டம் bbox=[503, 1635, 683, 1653]
district-heading: மயிலாடுதுறை மாவட்டம் bbox=[878, 1193, 1054, 1211]
meeting-entry: மயிலாடும்பாறை வடக்கு ஒன்றியம் - வேட்சந்தூர் முருகவேல், ச. சரண்யா bbox=[1154, 1185, 1516, 1198]
meeting-entry: காமராஜர்புரம் பகுதி - மா. வள்ளிமைந்தன் bbox=[1154, 914, 1362, 927]
meeting-entry: தா. ஜெயபாரதி bbox=[408, 632, 483, 646]
meeting-entry: விருத்தாசலம் வடக்கு ஒன்றியம் - வாகை சந்திரசேகர் bbox=[789, 1171, 1045, 1185]
district-heading: சேலம் கிழக்கு மாவட்டம் bbox=[506, 1145, 680, 1163]
district-heading: கரூர் மாவட்டம் bbox=[912, 479, 1020, 497]
district-heading: திருவள்ளூர் மேற்கு மாவட்டம் bbox=[106, 1185, 318, 1203]
meeting-entry: க. பரமத்தி தெற்கு ஒன்றியம் - டான் அசோக் bbox=[789, 503, 1005, 517]
meeting-entry: மருங்காபுரி தெற்கு ஒன்றியம் - கொக்கரக்கோ சௌமியன் bbox=[789, 832, 1069, 846]
meeting-entry: கருங்குளம் வடக்கு ஒன்றியம் - அ. வெ. அரவரசன் bbox=[1154, 1700, 1404, 1713]
meeting-entry: வள்ளியூர் தெற்கு ஒன்றியம் - டி. ஜோன் ஷியாம் bbox=[1154, 1822, 1390, 1835]
district-heading: சென்னை வடகிழக்கு மாவட்டம் bbox=[102, 759, 322, 777]
headline: சாதனை விளக்கப் பொதுக்கூட்டங்கள்! bbox=[52, 141, 1491, 235]
meeting-entry: முத்துப்பேட்டை ஒன்றியம் - து. மூர்த்தி, அ. தீன்ஷா நாகப் bbox=[789, 1677, 1072, 1691]
meeting-entry: தென்காசி மேற்கு ஒன்றியம் - சிமம்வை டெனின்சன், எஸ். எஸ் சுதன் தாம்ஜி கான் bbox=[1154, 2074, 1489, 2105]
meeting-entry: கிருஷ்ணகிரி கிழக்கு நகரம் - கந்தி நா. கரிகாலன் bbox=[27, 1810, 262, 1824]
meeting-entry: மதுக்கரை நகரம் - ப. தாரை சிவா bbox=[789, 419, 951, 433]
continued-note: தொடர்ச்சி 14 ஆம் பக்கம் bbox=[1326, 2135, 1516, 2154]
meeting-entry: அண்ணாநகர் தெற்கு பகுதி - த. ஆதித்யன், மு. முத்தரசி bbox=[27, 897, 298, 911]
meeting-entry: செங்கம் கிழக்கு ஒன்றியம் - செல்வி. பத்மபிரியா bbox=[408, 717, 646, 731]
district-heading: புதுக்கோட்டை வடக்கு மாவட்டம் bbox=[1219, 328, 1451, 346]
district-heading: சென்னை தெற்கு மாவட்டம் bbox=[116, 968, 308, 986]
meeting-entry: காரமடை வடக்கு பகுதி - பேராசிரியர் கான்ஸ்டண்டைன் ரவீந்திரன் bbox=[408, 2093, 733, 2106]
meeting-entry: மதுரவாயல் வடக்கு பகுதி - ஆர்.எஸ். பாரதி, ர. சந்தோஷ் bbox=[27, 1011, 308, 1025]
district-heading: சிவகங்கை மாவட்டம் bbox=[1260, 667, 1410, 685]
meeting-entry: சாயல்குடி மேற்கு ஒன்றியம் - எஸ்.பி. சுகந்தி bbox=[1154, 1531, 1371, 1544]
meeting-entry: முசிறி நகரம் - இரா. தமிழரசன் bbox=[789, 662, 938, 676]
meeting-entry: மீஞ்சூர் தெற்கு ஒன்றியம் - சூரியா கிருஷ்ணமூர்த்தி bbox=[27, 1077, 276, 1091]
district-heading: தருமபுரி மேற்கு மாவட்டம் bbox=[118, 1984, 306, 2002]
meeting-entry: அம்மாபேட்டை தெற்கு ஒன்றியம் - உ. தாமரை bbox=[789, 1462, 1019, 1476]
meeting-entry: சோளிங்கர் கிழக்கு ஒன்றியம் - வே. நவீந்தர் bbox=[27, 1519, 242, 1533]
meeting-entry: பொன்னமராவதி வடக்கு ஒன்றியம் - பாலக்கரை டி. கோவிந்தன் bbox=[1154, 456, 1466, 470]
meeting-entry: அழகாபுரம் பகுதி - திருச்செங்கோடு இந்திரமூர்த்தி bbox=[408, 1291, 653, 1305]
district-heading: தஞ்சை வடக்கு மாவட்டம் bbox=[876, 1363, 1056, 1381]
meeting-entry: கருமத்தம்பட்டி நகரம் - திருப்பூர் ப. முருகேசன் bbox=[789, 438, 1019, 451]
meeting-entry: எழும்பூர் தெற்கு பகுதி - ஆர். ஜெயசீலன் bbox=[27, 849, 227, 863]
meeting-entry: மடத்துக்குளம் கிழக்கு ஒன்றியம் - ஜே. சிராஜுதீன் bbox=[408, 1810, 652, 1824]
meeting-entry: புவனகிரி மேற்கு ஒன்றியம் - குடந்தை ராமலிங்கம் bbox=[789, 1068, 1035, 1081]
announcement-paragraph: அதுமட்டுமல்ல, மக்களை முன்னேற்றும் முத்திரைத் திட்டங்களான ‘கலைஞர் மகளிர் உரிமைத்திட்டம்’, ‘மகளிர் விடியல் பயணத் திட்டம்’, ‘முதலமைச்சரின் காலை உணவுத் திட்டம்’, ‘புதுமைப்பெண் திட்டம்’, ‘தமிழ் புதல்வன் திட்டம்’, ‘நான் முதல்வன் திட்டம்’, ‘மக்களுடன் முதல்வர் திட்டம்’, ‘இல்லம் தேடிக் கல்வி’, ‘மக்களைத் தேடி மருத்துவம்’ என அனைத்துத் திட்டங்களும் தமிழ்நாட்டின் முன்னேற்றத்திற்கு வழிவகுத்துள்ளன. bbox=[27, 511, 777, 559]
meeting-entry: குளித்தலை கிழக்கு ஒன்றியம் - ப. அன்பரசு, மு. தமிழ் bbox=[789, 559, 1053, 573]
district-heading: தென்காசி வடக்கு மாவட்டம் bbox=[1236, 1946, 1434, 1964]
meeting-entry: கோலியனூர் கிழக்கு ஒன்றியம் - கவிஞர் இரா. சுபா காந்தி bbox=[408, 905, 690, 919]
district-heading: திருப்பூர் மத்திய மாவட்டம் bbox=[498, 1832, 687, 1851]
